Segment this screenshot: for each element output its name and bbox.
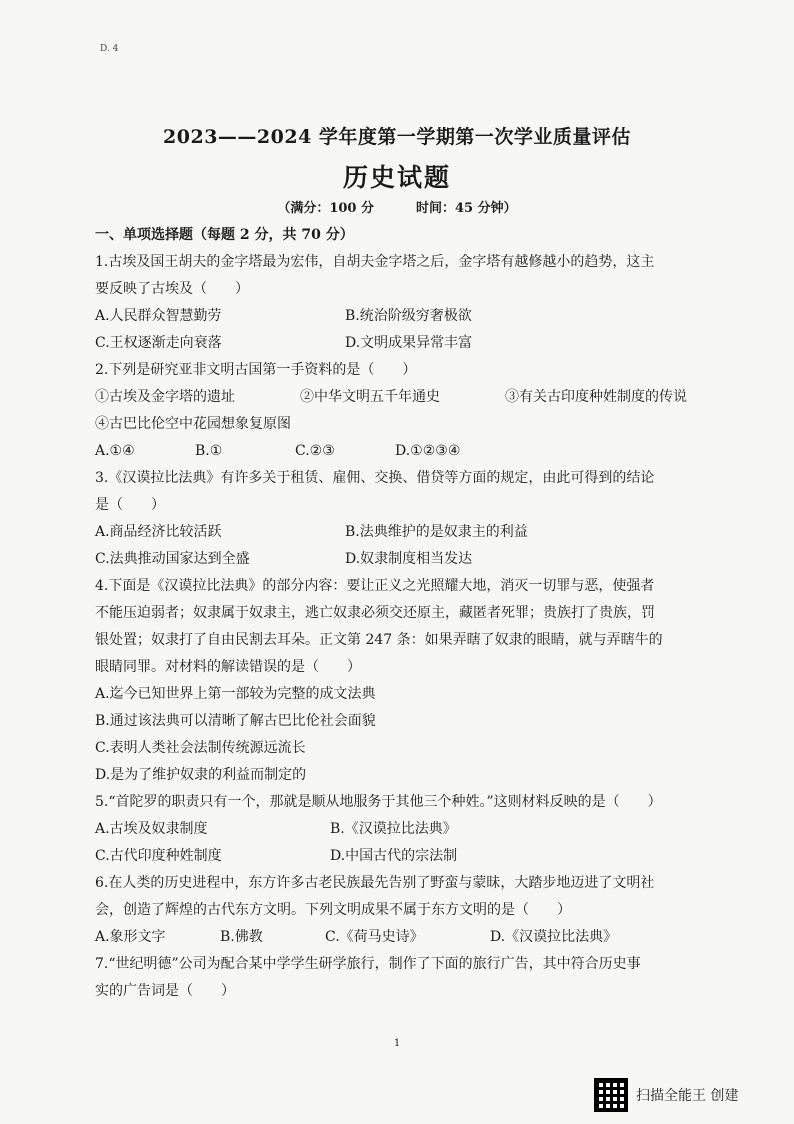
option-d: D.中国古代的宗法制 xyxy=(330,848,458,864)
option-c: C.《荷马史诗》 xyxy=(325,929,424,945)
option-b: B.通过该法典可以清晰了解古巴比伦社会面貌 xyxy=(95,713,376,729)
items-row xyxy=(95,384,715,411)
options-row xyxy=(95,438,715,465)
score-info: （满分：100 分 xyxy=(277,201,375,216)
option-c: C.古代印度种姓制度 xyxy=(95,848,222,864)
option-b: B.① xyxy=(195,443,223,459)
question-text: 要反映了古埃及（ ） xyxy=(95,281,249,297)
question-text: 实的广告词是（ ） xyxy=(95,983,235,999)
question-text: 不能压迫弱者；奴隶属于奴隶主，逃亡奴隶必须交还原主，藏匿者死罪；贵族打了贵族，罚 xyxy=(95,605,655,621)
watermark-text: 扫描全能王 创建 xyxy=(636,1088,739,1104)
question-text: 是（ ） xyxy=(95,497,165,513)
options-row xyxy=(95,843,715,870)
page-title: 2023——2024 学年度第一学期第一次学业质量评估 xyxy=(163,126,631,148)
question-text: 4.下面是《汉谟拉比法典》的部分内容：要让正义之光照耀大地，消灭一切罪与恶，使强者 xyxy=(95,578,655,594)
option-d: D.奴隶制度相当发达 xyxy=(345,551,473,567)
question-text: 银处置；奴隶打了自由民割去耳朵。正文第 247 条：如果弄瞎了奴隶的眼睛，就与弄瞎牛的 xyxy=(95,632,663,648)
option-c: C.王权逐渐走向衰落 xyxy=(95,335,222,351)
option-a: A.商品经济比较活跃 xyxy=(95,524,222,540)
page-number: 1 xyxy=(393,1038,401,1049)
option-a: A.人民群众智慧勤劳 xyxy=(95,308,222,324)
question-4 xyxy=(95,573,715,789)
question-5 xyxy=(95,789,715,870)
option-d: D.《汉谟拉比法典》 xyxy=(490,929,618,945)
page-subtitle: 历史试题 xyxy=(342,163,451,192)
question-text: 会，创造了辉煌的古代东方文明。下列文明成果不属于东方文明的是（ ） xyxy=(95,902,571,918)
exam-meta xyxy=(0,197,794,216)
option-c: C.法典推动国家达到全盛 xyxy=(95,551,250,567)
options-row xyxy=(95,330,715,357)
option-a: A.①④ xyxy=(95,443,135,459)
question-3 xyxy=(95,465,715,573)
option-b: B.统治阶级穷奢极欲 xyxy=(345,308,472,324)
options-row xyxy=(95,816,715,843)
section-heading: 一、单项选择题（每题 2 分，共 70 分） xyxy=(95,227,354,243)
option-b: B.法典维护的是奴隶主的利益 xyxy=(345,524,528,540)
time-info: 时间：45 分钟） xyxy=(416,201,517,216)
question-text: 5.“首陀罗的职责只有一个，那就是顺从地服务于其他三个种姓。”这则材料反映的是（ ） xyxy=(95,794,662,810)
options-row xyxy=(95,303,715,330)
option-b: B.佛教 xyxy=(220,929,263,945)
option-a: A.迄今已知世界上第一部较为完整的成文法典 xyxy=(95,686,376,702)
scanner-watermark xyxy=(594,1078,738,1112)
qr-code-icon xyxy=(594,1078,628,1112)
option-c: C.②③ xyxy=(295,443,335,459)
options-row xyxy=(95,924,715,951)
question-6 xyxy=(95,870,715,951)
question-text: 1.古埃及国王胡夫的金字塔最为宏伟，自胡夫金字塔之后，金字塔有越修越小的趋势，这主 xyxy=(95,254,655,270)
option-a: A.象形文字 xyxy=(95,929,166,945)
option-b: B.《汉谟拉比法典》 xyxy=(330,821,457,837)
item-2: ②中华文明五千年通史 xyxy=(300,389,440,405)
question-2 xyxy=(95,357,715,465)
question-text: 2.下列是研究亚非文明古国第一手资料的是（ ） xyxy=(95,362,417,378)
question-text: 6.在人类的历史进程中，东方许多古老民族最先告别了野蛮与蒙昧，大踏步地迈进了文明社 xyxy=(95,875,655,891)
item-1: ①古埃及金字塔的遗址 xyxy=(95,389,235,405)
item-4: ④古巴比伦空中花园想象复原图 xyxy=(95,416,291,432)
question-text: 3.《汉谟拉比法典》有许多关于租赁、雇佣、交换、借贷等方面的规定，由此可得到的结论 xyxy=(95,470,655,486)
option-c: C.表明人类社会法制传统源远流长 xyxy=(95,740,306,756)
option-d: D.①②③④ xyxy=(395,443,461,459)
options-row xyxy=(95,546,715,573)
corner-mark: D. 4 xyxy=(100,44,119,54)
item-3: ③有关古印度种姓制度的传说 xyxy=(505,389,687,405)
question-list xyxy=(95,222,715,1005)
question-text: 眼睛同罪。对材料的解读错误的是（ ） xyxy=(95,659,361,675)
option-a: A.古埃及奴隶制度 xyxy=(95,821,208,837)
options-row xyxy=(95,519,715,546)
option-d: D.是为了维护奴隶的利益而制定的 xyxy=(95,767,307,783)
question-text: 7.“世纪明德”公司为配合某中学学生研学旅行，制作了下面的旅行广告，其中符合历史事 xyxy=(95,956,641,972)
option-d: D.文明成果异常丰富 xyxy=(345,335,473,351)
question-1 xyxy=(95,249,715,357)
question-7 xyxy=(95,951,715,1005)
